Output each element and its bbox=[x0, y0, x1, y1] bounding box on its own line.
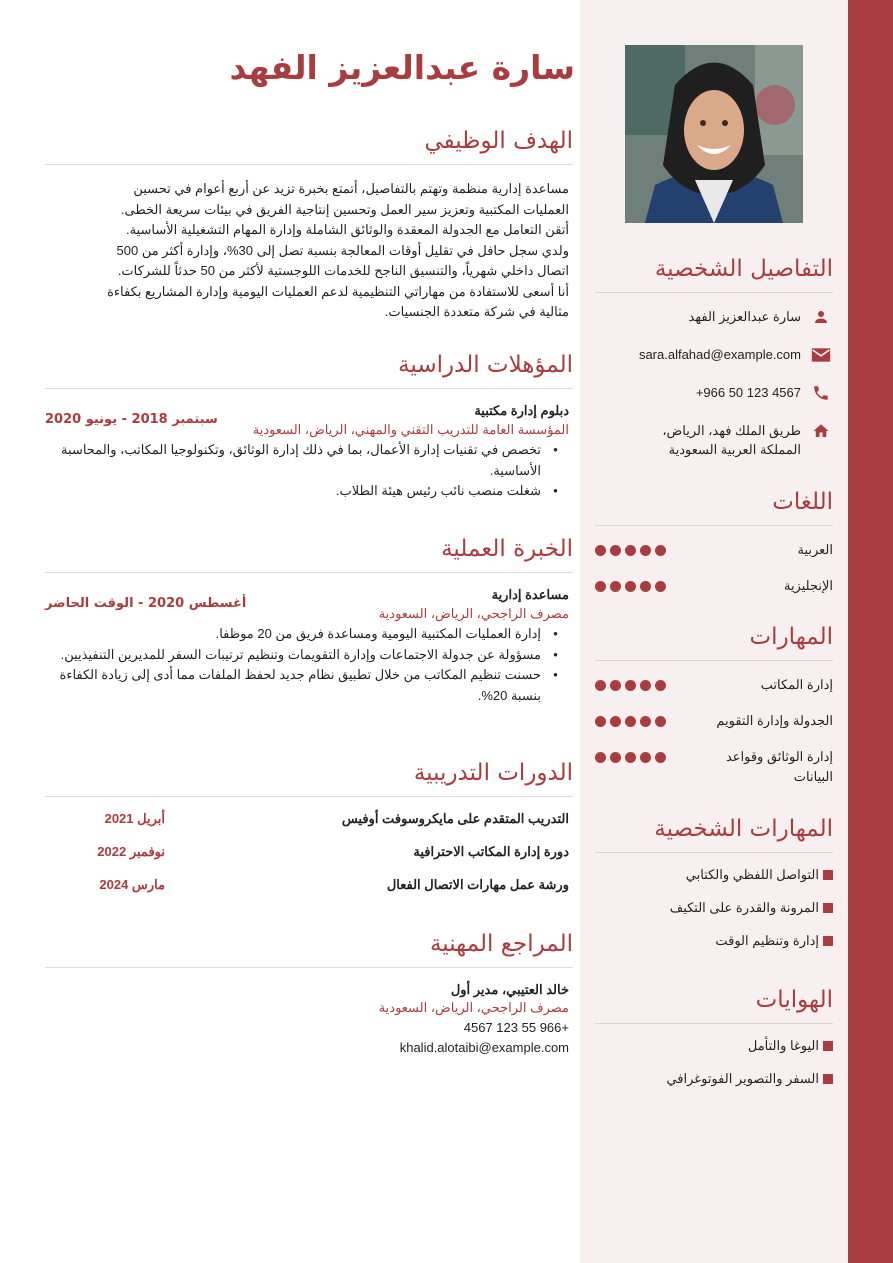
rating-dot bbox=[610, 545, 621, 556]
course-row bbox=[45, 844, 573, 860]
language-name: العربية bbox=[797, 542, 833, 557]
detail-address-row bbox=[595, 421, 833, 459]
list-item bbox=[595, 1038, 833, 1054]
profile-photo bbox=[625, 45, 803, 223]
rating-dot bbox=[655, 581, 666, 592]
reference-org: مصرف الراجحي، الرياض، السعودية bbox=[378, 1000, 569, 1015]
skills-title: المهارات bbox=[595, 624, 833, 661]
education-bullets bbox=[45, 440, 573, 502]
courses-title: الدورات التدريبية bbox=[45, 760, 573, 797]
rating-dot bbox=[640, 581, 651, 592]
objective-section bbox=[45, 128, 573, 323]
skill-row bbox=[595, 675, 833, 695]
course-name: ورشة عمل مهارات الاتصال الفعال bbox=[386, 877, 569, 892]
skill-row bbox=[595, 711, 833, 731]
list-item: ● مسؤولة عن جدولة الاجتماعات وإدارة التقويمات وتنظيم ترتيبات السفر للمديرين التنفيذيين. bbox=[45, 645, 541, 666]
personal-section bbox=[595, 256, 833, 477]
list-item: ● حسنت تنظيم المكاتب من خلال تطبيق نظام جديد لحفظ الملفات مما أدى إلى زيادة الكفاءة بنسبة 20%. bbox=[45, 665, 541, 706]
course-row bbox=[45, 877, 573, 893]
rating-dot bbox=[640, 752, 651, 763]
list-item bbox=[595, 933, 833, 949]
language-row bbox=[595, 576, 833, 596]
rating-dot bbox=[625, 545, 636, 556]
hobby-label: اليوغا والتأمل bbox=[747, 1038, 819, 1053]
soft-skills-section bbox=[595, 816, 833, 966]
skills-section bbox=[595, 624, 833, 803]
soft-skills-title: المهارات الشخصية bbox=[595, 816, 833, 853]
rating-dot bbox=[640, 716, 651, 727]
square-bullet-icon bbox=[823, 1041, 833, 1051]
list-item bbox=[595, 900, 833, 916]
rating-dot bbox=[625, 752, 636, 763]
list-item: ● تخصص في تقنيات إدارة الأعمال، بما في ذلك إدارة الوثائق، وتكنولوجيا المكاتب، والمحاسبة الأساسية. bbox=[45, 440, 541, 481]
detail-name: سارة عبدالعزيز الفهد bbox=[688, 309, 801, 324]
experience-section bbox=[45, 536, 573, 706]
soft-skill-label: المرونة والقدرة على التكيف bbox=[669, 900, 819, 915]
hobbies-section bbox=[595, 987, 833, 1104]
rating-dot bbox=[625, 581, 636, 592]
list-item bbox=[595, 1071, 833, 1087]
course-row bbox=[45, 811, 573, 827]
education-dates: سبتمبر 2018 - يونيو 2020 bbox=[45, 412, 218, 427]
soft-skill-label: التواصل اللفظي والكتابي bbox=[685, 867, 819, 882]
rating-dots bbox=[595, 716, 666, 727]
list-item: ● شغلت منصب نائب رئيس هيئة الطلاب. bbox=[45, 481, 541, 502]
personal-title: التفاصيل الشخصية bbox=[595, 256, 833, 293]
rating-dot bbox=[610, 752, 621, 763]
phone-icon bbox=[809, 383, 833, 403]
objective-line: ولدي سجل حافل في تقليل أوقات المعالجة بنسبة تصل إلى 30%، وإدارة أكثر من 500 bbox=[116, 242, 569, 258]
rating-dot bbox=[640, 545, 651, 556]
hobby-label: السفر والتصوير الفوتوغرافي bbox=[666, 1071, 819, 1086]
rating-dot bbox=[610, 680, 621, 691]
objective-line: مساعدة إدارية منظمة وتهتم بالتفاصيل، أتمتع بخبرة تزيد عن أربع أعوام في تحسين bbox=[133, 181, 569, 196]
rating-dots bbox=[595, 581, 666, 592]
candidate-name: سارة عبدالعزيز الفهد bbox=[229, 48, 575, 87]
mail-icon bbox=[809, 345, 833, 365]
hobbies-title: الهوايات bbox=[595, 987, 833, 1024]
rating-dot bbox=[595, 680, 606, 691]
education-section bbox=[45, 352, 573, 502]
objective-line: أنا أسعى للاستفادة من مهاراتي التنظيمية لدعم العمليات اليومية وإدارة المشاريع بكفاءة bbox=[107, 283, 569, 299]
skill-row bbox=[595, 747, 833, 787]
role-title: مساعدة إدارية bbox=[491, 587, 569, 602]
rating-dot bbox=[610, 716, 621, 727]
list-item bbox=[595, 867, 833, 883]
language-row bbox=[595, 540, 833, 560]
course-name: التدريب المتقدم على مايكروسوفت أوفيس bbox=[341, 811, 569, 826]
detail-email-row bbox=[595, 345, 833, 365]
rating-dot bbox=[625, 680, 636, 691]
course-name: دورة إدارة المكاتب الاحترافية bbox=[413, 844, 569, 859]
education-org: المؤسسة العامة للتدريب التقني والمهني، الرياض، السعودية bbox=[252, 422, 569, 437]
rating-dot bbox=[595, 581, 606, 592]
rating-dot bbox=[595, 752, 606, 763]
objective-line: مثالية في شركة متعددة الجنسيات. bbox=[384, 304, 569, 319]
skill-name: إدارة المكاتب bbox=[760, 677, 833, 692]
rating-dot bbox=[595, 716, 606, 727]
rating-dot bbox=[655, 545, 666, 556]
course-date: أبريل 2021 bbox=[104, 811, 165, 826]
degree-title: دبلوم إدارة مكتبية bbox=[474, 403, 569, 418]
experience-bullets bbox=[45, 624, 573, 706]
rating-dot bbox=[625, 716, 636, 727]
objective-line: اتصال داخلي شهرياً، والتنسيق الناجح للخدمات اللوجستية لأكثر من 50 حدثاً للشركات. bbox=[117, 263, 569, 278]
rating-dots bbox=[595, 752, 666, 763]
rating-dot bbox=[640, 680, 651, 691]
experience-org: مصرف الراجحي، الرياض، السعودية bbox=[378, 606, 569, 621]
reference-name: خالد العتيبي، مدير أول bbox=[450, 982, 569, 997]
detail-name-row bbox=[595, 307, 833, 327]
rating-dot bbox=[655, 716, 666, 727]
references-title: المراجع المهنية bbox=[45, 931, 573, 968]
experience-dates-wrap bbox=[45, 592, 305, 611]
detail-phone: +966 50 123 4567 bbox=[695, 385, 801, 400]
education-dates-wrap bbox=[45, 408, 305, 427]
detail-email: sara.alfahad@example.com bbox=[638, 347, 801, 362]
experience-title: الخبرة العملية bbox=[45, 536, 573, 573]
reference-phone: +966 55 123 4567 bbox=[463, 1020, 569, 1035]
course-date: مارس 2024 bbox=[99, 877, 165, 892]
objective-line: العمليات المكتبية وتعزيز سير العمل وتحسين إنتاجية الفريق في بيئات سريعة الخطى. bbox=[120, 201, 569, 217]
rating-dot bbox=[610, 581, 621, 592]
languages-section bbox=[595, 489, 833, 612]
skill-name: إدارة الوثائق وقواعد البيانات bbox=[725, 749, 833, 784]
courses-section bbox=[45, 760, 573, 910]
square-bullet-icon bbox=[823, 870, 833, 880]
objective-text bbox=[45, 179, 573, 323]
rating-dot bbox=[655, 680, 666, 691]
education-title: المؤهلات الدراسية bbox=[45, 352, 573, 389]
rating-dot bbox=[595, 545, 606, 556]
objective-line: أتقن التعامل مع الجدولة المعقدة والوثائق الشاملة وإدارة المهام التشغيلية الأساسية. bbox=[125, 222, 569, 237]
objective-title: الهدف الوظيفي bbox=[45, 128, 573, 165]
square-bullet-icon bbox=[823, 936, 833, 946]
skill-name: الجدولة وإدارة التقويم bbox=[716, 713, 833, 728]
home-icon bbox=[809, 421, 833, 441]
address-line: المملكة العربية السعودية bbox=[668, 442, 801, 457]
square-bullet-icon bbox=[823, 1074, 833, 1084]
course-date: نوفمبر 2022 bbox=[97, 844, 165, 859]
references-section bbox=[45, 931, 573, 1058]
experience-dates: أغسطس 2020 - الوقت الحاضر bbox=[45, 596, 247, 611]
person-icon bbox=[809, 307, 833, 327]
languages-title: اللغات bbox=[595, 489, 833, 526]
detail-address bbox=[662, 421, 801, 459]
rating-dots bbox=[595, 545, 666, 556]
accent-bar bbox=[848, 0, 893, 1263]
square-bullet-icon bbox=[823, 903, 833, 913]
rating-dot bbox=[655, 752, 666, 763]
address-line: طريق الملك فهد، الرياض، bbox=[662, 423, 801, 438]
language-name: الإنجليزية bbox=[783, 578, 833, 593]
reference-email: khalid.alotaibi@example.com bbox=[399, 1040, 569, 1055]
rating-dots bbox=[595, 680, 666, 691]
detail-phone-row bbox=[595, 383, 833, 403]
soft-skill-label: إدارة وتنظيم الوقت bbox=[715, 933, 819, 948]
list-item: ● إدارة العمليات المكتبية اليومية ومساعدة فريق من 20 موظفا. bbox=[45, 624, 541, 645]
